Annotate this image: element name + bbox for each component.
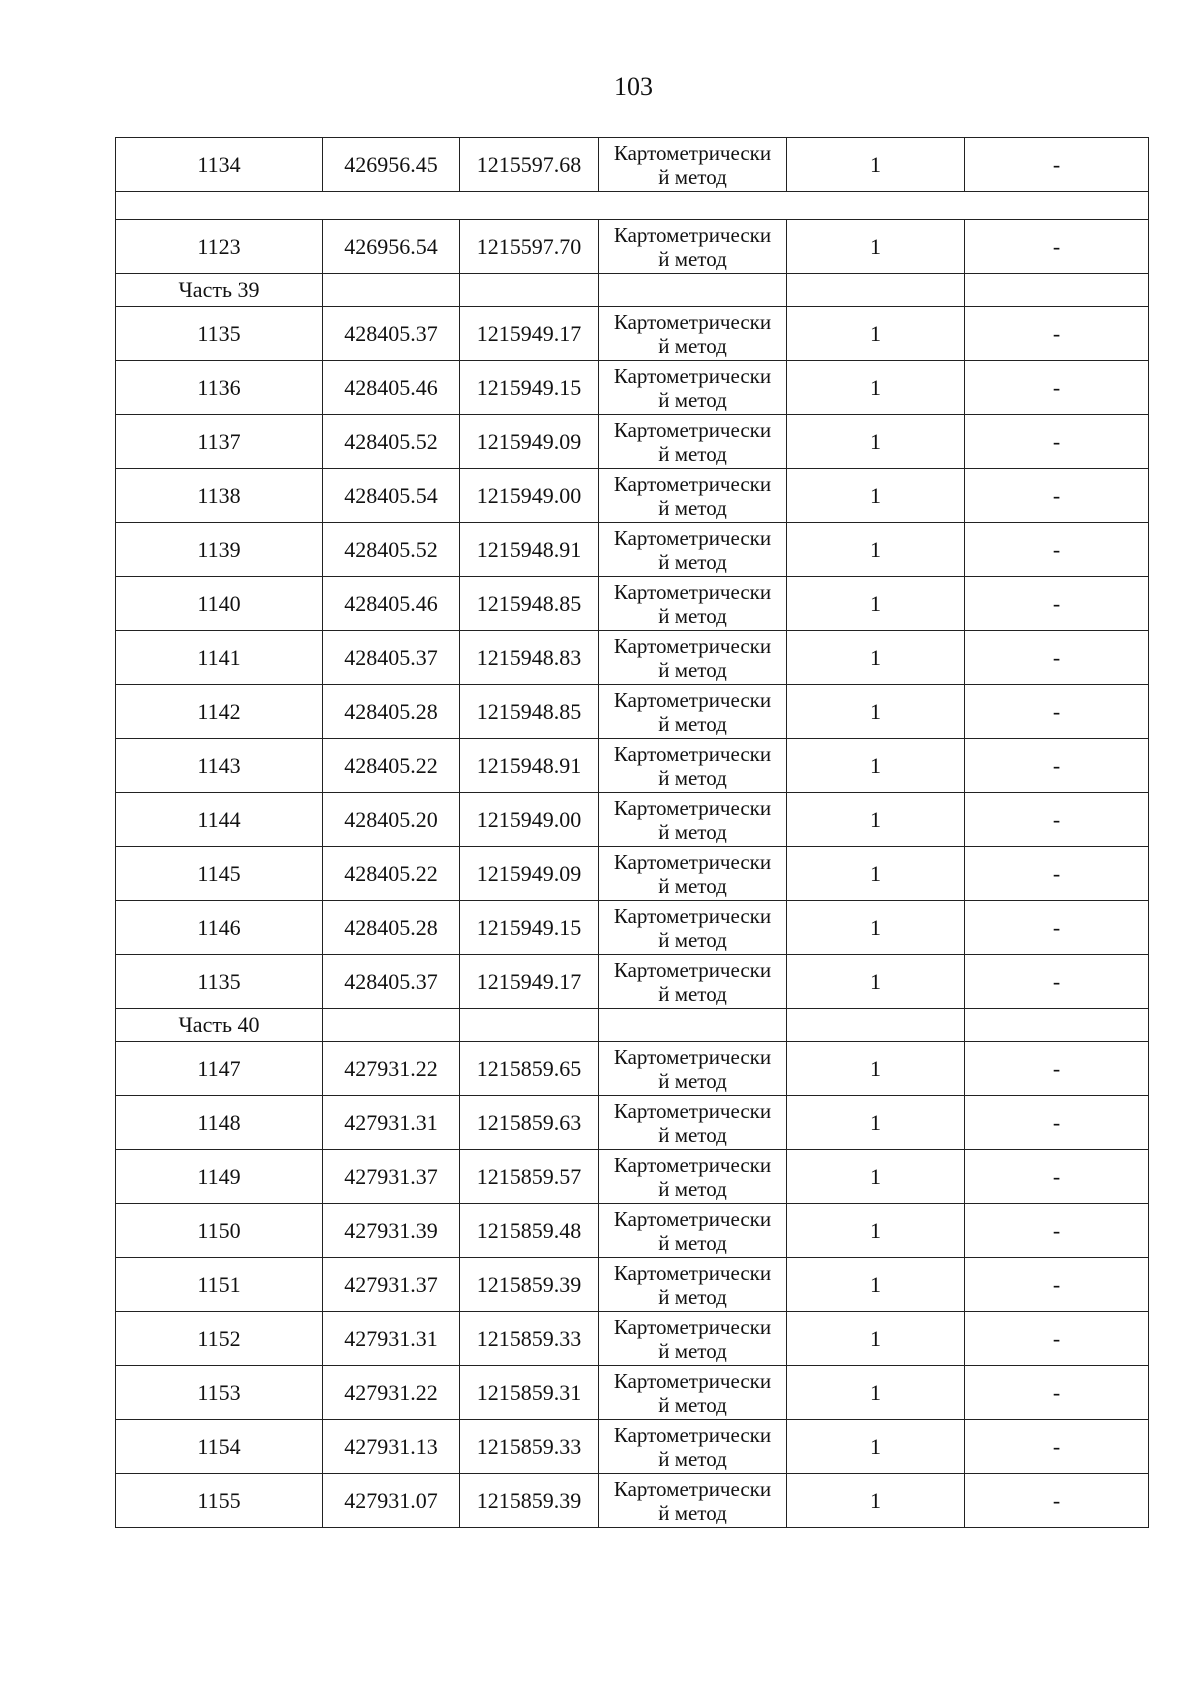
accuracy-cell: 1 [787, 361, 965, 415]
method-line-2: й метод [658, 1122, 727, 1147]
y-coordinate-cell: 1215949.09 [460, 847, 599, 901]
method-line-1: Картометрически [613, 1044, 772, 1069]
accuracy-cell: 1 [787, 631, 965, 685]
y-coordinate-cell: 1215949.09 [460, 415, 599, 469]
method-line-2: й метод [658, 1230, 727, 1255]
x-coordinate-cell: 427931.31 [323, 1312, 460, 1366]
y-coordinate-cell: 1215859.39 [460, 1258, 599, 1312]
description-cell: - [965, 415, 1149, 469]
point-number-cell: 1135 [116, 955, 323, 1009]
table-row [116, 901, 1149, 955]
table-row [116, 631, 1149, 685]
y-coordinate-cell: 1215949.15 [460, 901, 599, 955]
description-cell: - [965, 955, 1149, 1009]
part-label: Часть 39 [178, 277, 260, 302]
method-cell [599, 901, 787, 955]
method-line-2: й метод [658, 1284, 727, 1309]
table-row [116, 1042, 1149, 1096]
method-line-1: Картометрически [613, 1098, 772, 1123]
description-cell: - [965, 577, 1149, 631]
method-line-2: й метод [658, 873, 727, 898]
accuracy-cell: 1 [787, 1366, 965, 1420]
point-number-cell: 1155 [116, 1474, 323, 1528]
x-coordinate-cell: 426956.45 [323, 138, 460, 192]
point-number-cell: 1151 [116, 1258, 323, 1312]
method-line-2: й метод [658, 1446, 727, 1471]
y-coordinate-cell: 1215949.17 [460, 307, 599, 361]
method-line-1: Картометрически [613, 1206, 772, 1231]
table-row [116, 523, 1149, 577]
method-cell [599, 1420, 787, 1474]
x-coordinate-cell: 428405.46 [323, 361, 460, 415]
y-coordinate-cell: 1215597.68 [460, 138, 599, 192]
table-row [116, 361, 1149, 415]
method-cell [599, 631, 787, 685]
method-cell [599, 1312, 787, 1366]
x-coordinate-cell: 427931.37 [323, 1150, 460, 1204]
x-coordinate-cell: 427931.13 [323, 1420, 460, 1474]
method-cell [599, 220, 787, 274]
method-line-1: Картометрически [613, 903, 772, 928]
y-coordinate-cell: 1215948.85 [460, 685, 599, 739]
table-row [116, 1204, 1149, 1258]
y-coordinate-cell: 1215949.17 [460, 955, 599, 1009]
part-header-row [116, 274, 1149, 307]
point-number-cell: 1145 [116, 847, 323, 901]
description-cell: - [965, 1150, 1149, 1204]
point-number-cell: 1154 [116, 1420, 323, 1474]
method-line-1: Картометрически [613, 1368, 772, 1393]
table-row [116, 220, 1149, 274]
method-cell [599, 739, 787, 793]
method-cell [599, 1150, 787, 1204]
point-number-cell: 1135 [116, 307, 323, 361]
method-cell [599, 138, 787, 192]
method-line-1: Картометрически [613, 525, 772, 550]
x-coordinate-cell: 428405.37 [323, 307, 460, 361]
method-line-1: Картометрически [613, 957, 772, 982]
method-cell [599, 469, 787, 523]
description-cell: - [965, 307, 1149, 361]
method-line-2: й метод [658, 387, 727, 412]
description-cell: - [965, 1042, 1149, 1096]
empty-cell [460, 274, 599, 307]
point-number-cell: 1140 [116, 577, 323, 631]
description-cell: - [965, 1366, 1149, 1420]
accuracy-cell: 1 [787, 577, 965, 631]
method-line-1: Картометрически [613, 1476, 772, 1501]
y-coordinate-cell: 1215948.91 [460, 523, 599, 577]
y-coordinate-cell: 1215859.57 [460, 1150, 599, 1204]
method-line-1: Картометрически [613, 579, 772, 604]
point-number-cell: 1147 [116, 1042, 323, 1096]
method-line-2: й метод [658, 603, 727, 628]
method-line-1: Картометрически [613, 1422, 772, 1447]
blank-cell [116, 192, 1149, 220]
x-coordinate-cell: 427931.37 [323, 1258, 460, 1312]
y-coordinate-cell: 1215859.33 [460, 1420, 599, 1474]
point-number-cell: 1149 [116, 1150, 323, 1204]
method-line-2: й метод [658, 1176, 727, 1201]
method-cell [599, 1474, 787, 1528]
table-row [116, 1420, 1149, 1474]
method-line-1: Картометрически [613, 363, 772, 388]
description-cell: - [965, 631, 1149, 685]
part-header-row [116, 1009, 1149, 1042]
point-number-cell: 1141 [116, 631, 323, 685]
method-line-2: й метод [658, 333, 727, 358]
point-number-cell: 1138 [116, 469, 323, 523]
coordinates-table [115, 137, 1149, 1528]
table-row [116, 685, 1149, 739]
method-line-2: й метод [658, 711, 727, 736]
description-cell: - [965, 685, 1149, 739]
description-cell: - [965, 138, 1149, 192]
method-cell [599, 1258, 787, 1312]
description-cell: - [965, 1474, 1149, 1528]
method-line-1: Картометрически [613, 140, 772, 165]
method-line-1: Картометрически [613, 417, 772, 442]
method-line-1: Картометрически [613, 687, 772, 712]
method-cell [599, 523, 787, 577]
blank-row [116, 192, 1149, 220]
method-line-2: й метод [658, 927, 727, 952]
method-line-1: Картометрически [613, 741, 772, 766]
method-cell [599, 577, 787, 631]
description-cell: - [965, 1204, 1149, 1258]
description-cell: - [965, 361, 1149, 415]
point-number-cell: 1139 [116, 523, 323, 577]
accuracy-cell: 1 [787, 1258, 965, 1312]
part-label-cell [116, 274, 323, 307]
table-row [116, 739, 1149, 793]
y-coordinate-cell: 1215859.33 [460, 1312, 599, 1366]
description-cell: - [965, 523, 1149, 577]
table-row [116, 577, 1149, 631]
accuracy-cell: 1 [787, 1204, 965, 1258]
y-coordinate-cell: 1215597.70 [460, 220, 599, 274]
point-number-cell: 1146 [116, 901, 323, 955]
method-line-1: Картометрически [613, 222, 772, 247]
table-row [116, 847, 1149, 901]
part-label: Часть 40 [178, 1012, 260, 1037]
method-line-2: й метод [658, 1500, 727, 1525]
method-cell [599, 415, 787, 469]
empty-cell [787, 1009, 965, 1042]
table-row [116, 415, 1149, 469]
accuracy-cell: 1 [787, 138, 965, 192]
method-line-2: й метод [658, 1392, 727, 1417]
method-line-1: Картометрически [613, 1260, 772, 1285]
empty-cell [965, 274, 1149, 307]
x-coordinate-cell: 427931.07 [323, 1474, 460, 1528]
method-line-1: Картометрически [613, 633, 772, 658]
coordinates-table-body [116, 138, 1149, 1528]
method-line-2: й метод [658, 765, 727, 790]
accuracy-cell: 1 [787, 1420, 965, 1474]
method-line-1: Картометрически [613, 1152, 772, 1177]
y-coordinate-cell: 1215859.65 [460, 1042, 599, 1096]
point-number-cell: 1136 [116, 361, 323, 415]
accuracy-cell: 1 [787, 1150, 965, 1204]
accuracy-cell: 1 [787, 1474, 965, 1528]
table-row [116, 793, 1149, 847]
accuracy-cell: 1 [787, 955, 965, 1009]
method-cell [599, 361, 787, 415]
x-coordinate-cell: 428405.54 [323, 469, 460, 523]
x-coordinate-cell: 428405.37 [323, 955, 460, 1009]
method-cell [599, 685, 787, 739]
point-number-cell: 1137 [116, 415, 323, 469]
point-number-cell: 1148 [116, 1096, 323, 1150]
part-label-cell [116, 1009, 323, 1042]
y-coordinate-cell: 1215949.00 [460, 469, 599, 523]
method-line-1: Картометрически [613, 1314, 772, 1339]
method-line-1: Картометрически [613, 471, 772, 496]
accuracy-cell: 1 [787, 793, 965, 847]
x-coordinate-cell: 428405.28 [323, 685, 460, 739]
table-row [116, 955, 1149, 1009]
description-cell: - [965, 469, 1149, 523]
description-cell: - [965, 739, 1149, 793]
table-row [116, 469, 1149, 523]
page-number: 103 [614, 72, 653, 101]
x-coordinate-cell: 428405.52 [323, 415, 460, 469]
point-number-cell: 1153 [116, 1366, 323, 1420]
point-number-cell: 1152 [116, 1312, 323, 1366]
accuracy-cell: 1 [787, 469, 965, 523]
point-number-cell: 1143 [116, 739, 323, 793]
method-cell [599, 1096, 787, 1150]
x-coordinate-cell: 428405.52 [323, 523, 460, 577]
y-coordinate-cell: 1215948.91 [460, 739, 599, 793]
y-coordinate-cell: 1215949.00 [460, 793, 599, 847]
method-line-2: й метод [658, 819, 727, 844]
method-line-2: й метод [658, 164, 727, 189]
table-row [116, 1150, 1149, 1204]
x-coordinate-cell: 426956.54 [323, 220, 460, 274]
method-line-2: й метод [658, 246, 727, 271]
method-line-2: й метод [658, 1068, 727, 1093]
y-coordinate-cell: 1215948.83 [460, 631, 599, 685]
y-coordinate-cell: 1215859.63 [460, 1096, 599, 1150]
accuracy-cell: 1 [787, 1042, 965, 1096]
method-line-2: й метод [658, 549, 727, 574]
y-coordinate-cell: 1215859.39 [460, 1474, 599, 1528]
method-cell [599, 1366, 787, 1420]
x-coordinate-cell: 427931.22 [323, 1366, 460, 1420]
accuracy-cell: 1 [787, 220, 965, 274]
x-coordinate-cell: 427931.39 [323, 1204, 460, 1258]
point-number-cell: 1134 [116, 138, 323, 192]
method-line-2: й метод [658, 981, 727, 1006]
method-line-1: Картометрически [613, 309, 772, 334]
accuracy-cell: 1 [787, 739, 965, 793]
description-cell: - [965, 1312, 1149, 1366]
y-coordinate-cell: 1215948.85 [460, 577, 599, 631]
table-row [116, 307, 1149, 361]
method-line-1: Картометрически [613, 849, 772, 874]
description-cell: - [965, 901, 1149, 955]
empty-cell [599, 1009, 787, 1042]
method-line-2: й метод [658, 1338, 727, 1363]
x-coordinate-cell: 428405.28 [323, 901, 460, 955]
description-cell: - [965, 220, 1149, 274]
y-coordinate-cell: 1215949.15 [460, 361, 599, 415]
accuracy-cell: 1 [787, 1096, 965, 1150]
point-number-cell: 1142 [116, 685, 323, 739]
x-coordinate-cell: 427931.22 [323, 1042, 460, 1096]
point-number-cell: 1123 [116, 220, 323, 274]
description-cell: - [965, 1258, 1149, 1312]
x-coordinate-cell: 428405.20 [323, 793, 460, 847]
accuracy-cell: 1 [787, 847, 965, 901]
x-coordinate-cell: 428405.22 [323, 847, 460, 901]
y-coordinate-cell: 1215859.48 [460, 1204, 599, 1258]
table-row [116, 1474, 1149, 1528]
method-line-2: й метод [658, 657, 727, 682]
method-line-2: й метод [658, 441, 727, 466]
method-cell [599, 793, 787, 847]
table-row [116, 1096, 1149, 1150]
accuracy-cell: 1 [787, 415, 965, 469]
accuracy-cell: 1 [787, 307, 965, 361]
accuracy-cell: 1 [787, 901, 965, 955]
point-number-cell: 1150 [116, 1204, 323, 1258]
method-cell [599, 1204, 787, 1258]
empty-cell [599, 274, 787, 307]
description-cell: - [965, 1420, 1149, 1474]
x-coordinate-cell: 427931.31 [323, 1096, 460, 1150]
x-coordinate-cell: 428405.46 [323, 577, 460, 631]
method-cell [599, 1042, 787, 1096]
empty-cell [787, 274, 965, 307]
description-cell: - [965, 1096, 1149, 1150]
table-row [116, 138, 1149, 192]
table-row [116, 1312, 1149, 1366]
x-coordinate-cell: 428405.37 [323, 631, 460, 685]
empty-cell [460, 1009, 599, 1042]
table-row [116, 1258, 1149, 1312]
accuracy-cell: 1 [787, 685, 965, 739]
empty-cell [965, 1009, 1149, 1042]
method-cell [599, 955, 787, 1009]
description-cell: - [965, 793, 1149, 847]
method-cell [599, 307, 787, 361]
point-number-cell: 1144 [116, 793, 323, 847]
accuracy-cell: 1 [787, 523, 965, 577]
accuracy-cell: 1 [787, 1312, 965, 1366]
empty-cell [323, 1009, 460, 1042]
method-line-1: Картометрически [613, 795, 772, 820]
x-coordinate-cell: 428405.22 [323, 739, 460, 793]
description-cell: - [965, 847, 1149, 901]
method-cell [599, 847, 787, 901]
method-line-2: й метод [658, 495, 727, 520]
empty-cell [323, 274, 460, 307]
table-row [116, 1366, 1149, 1420]
y-coordinate-cell: 1215859.31 [460, 1366, 599, 1420]
